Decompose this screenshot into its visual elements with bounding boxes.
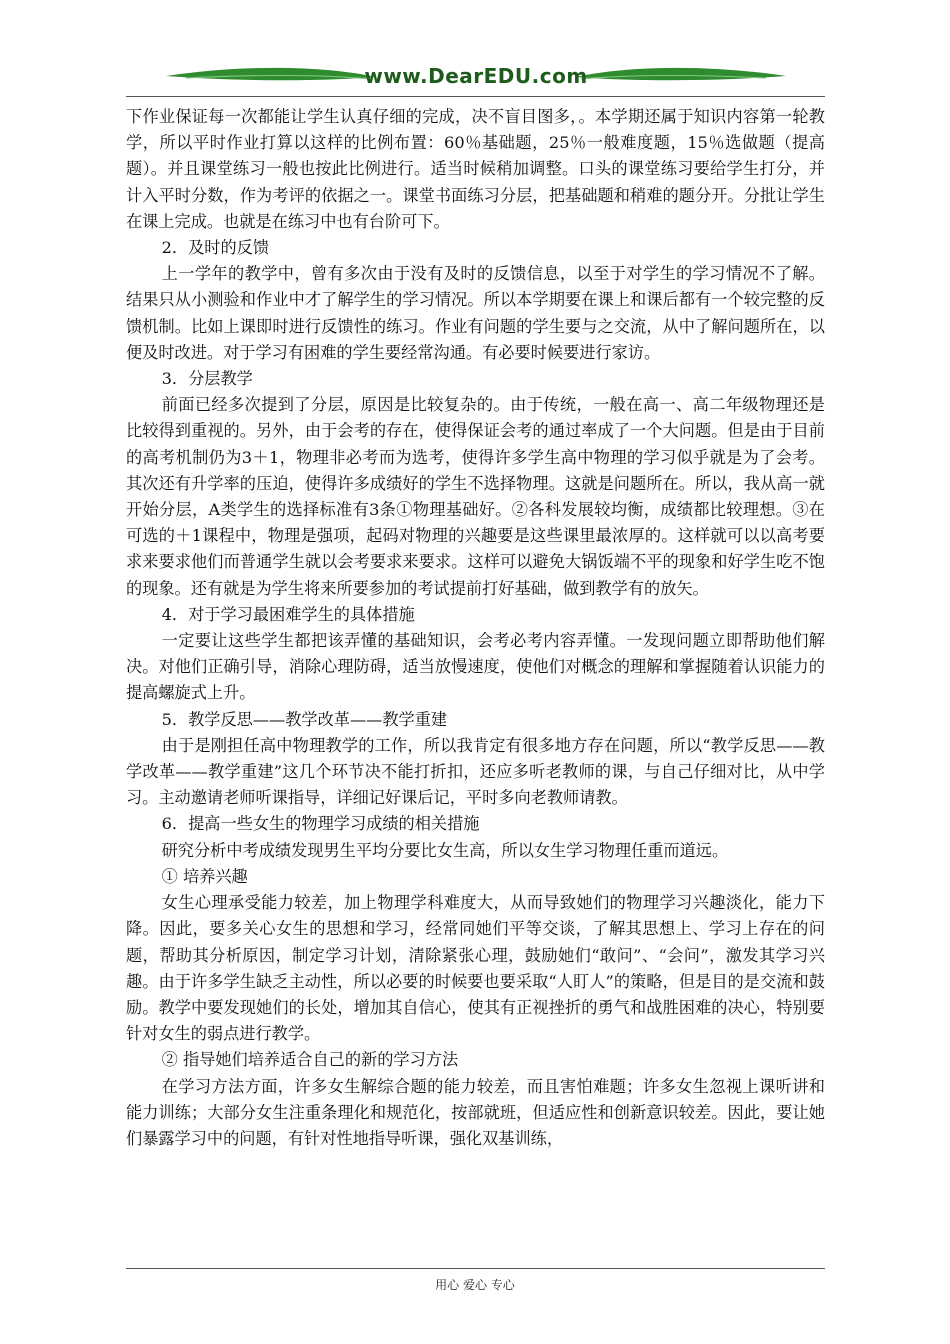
document-body	[126, 104, 825, 1152]
header-divider	[126, 96, 825, 97]
body-paragraph: 研究分析中考成绩发现男生平均分要比女生高，所以女生学习物理任重而道远。	[161, 840, 729, 860]
body-paragraph: 上一学年的教学中，曾有多次由于没有及时的反馈信息，以至于对学生的学习情况不了解。结果只从小测验和作业中才了解学生的学习情况。所以本学期要在课上和课后都有一个较完整的反馈机制。比如上课即时进行反馈性的练习。作业有问题的学生要与之交流，从中了解问题所在，以便及时改进。对于学习有困难的学生要经常沟通。有必要时候要进行家访。	[126, 264, 825, 362]
section-heading: 4．对于学习最困难学生的具体措施	[161, 604, 415, 624]
section-heading: 3．分层教学	[161, 369, 253, 389]
section-heading: ② 指导她们培养适合自己的新的学习方法	[161, 1050, 459, 1070]
section-heading: 5．教学反思——教学改革——教学重建	[161, 709, 448, 729]
site-logo: www.DearEDU.com	[364, 64, 588, 88]
page-footer: 用心 爱心 专心	[435, 1278, 515, 1292]
footer-divider	[126, 1268, 825, 1269]
body-paragraph: 一定要让这些学生都把该弄懂的基础知识，会考必考内容弄懂。一发现问题立即帮助他们解决。对他们正确引导，消除心理防碍，适当放慢速度，使他们对概念的理解和掌握随着认识能力的提高螺旋式上升。	[126, 631, 825, 703]
body-paragraph: 前面已经多次提到了分层，原因是比较复杂的。由于传统，一般在高一、高二年级物理还是比较得到重视的。另外，由于会考的存在，使得保证会考的通过率成了一个大问题。但是由于目前的高考机制仍为3＋1，物理非必考而为选考，使得许多学生高中物理的学习似乎就是为了会考。其次还有升学率的压迫，使得许多成绩好的学生不选择物理。这就是问题所在。所以，我从高一就开始分层，A类学生的选择标准有3条①物理基础好。②各科发展较均衡，成绩都比较理想。③在可选的＋1课程中，物理是强项，起码对物理的兴趣要是这些课里最浓厚的。这样就可以以高考要求来要求他们而普通学生就以会考要求来要求。这样可以避免大锅饭端不平的现象和好学生吃不饱的现象。还有就是为学生将来所要参加的考试提前打好基础，做到教学有的放矢。	[126, 395, 825, 598]
body-paragraph: 在学习方法方面，许多女生解综合题的能力较差，而且害怕难题；许多女生忽视上课听讲和能力训练；大部分女生注重条理化和规范化，按部就班，但适应性和创新意识较差。因此，要让她们暴露学习中的问题，有针对性地指导听课，强化双基训练，	[126, 1076, 825, 1148]
body-paragraph: 女生心理承受能力较差，加上物理学科难度大，从而导致她们的物理学习兴趣淡化，能力下降。因此，要多关心女生的思想和学习，经常同她们平等交谈，了解其思想上、学习上存在的问题，帮助其分析原因，制定学习计划，清除紧张心理，鼓励她们“敢问”、“会问”，激发其学习兴趣。由于许多学生缺乏主动性，所以必要的时候要也要采取“人盯人”的策略，但是目的是交流和鼓励。教学中要发现她们的长处，增加其自信心，使其有正视挫折的勇气和战胜困难的决心，特别要针对女生的弱点进行教学。	[126, 893, 825, 1044]
section-heading: 2．及时的反馈	[161, 238, 270, 258]
site-header-banner	[126, 56, 826, 96]
section-heading: 6．提高一些女生的物理学习成绩的相关措施	[161, 814, 480, 834]
body-paragraph: 由于是刚担任高中物理教学的工作，所以我肯定有很多地方存在问题，所以“教学反思——教学改革——教学重建”这几个环节决不能打折扣，还应多听老教师的课，与自己仔细对比，从中学习。主动邀请老师听课指导，详细记好课后记，平时多向老教师请教。	[126, 735, 825, 808]
body-paragraph: 下作业保证每一次都能让学生认真仔细的完成，决不盲目图多，。本学期还属于知识内容第一轮教学，所以平时作业打算以这样的比例布置：60％基础题，25％一般难度题，15％选做题（提高题）。并且课堂练习一般也按此比例进行。适当时候稍加调整。口头的课堂练习要给学生打分，并计入平时分数，作为考评的依据之一。课堂书面练习分层，把基础题和稍难的题分开。分批让学生在课上完成。也就是在练习中也有台阶可下。	[126, 107, 825, 231]
section-heading: ① 培养兴趣	[161, 866, 248, 886]
